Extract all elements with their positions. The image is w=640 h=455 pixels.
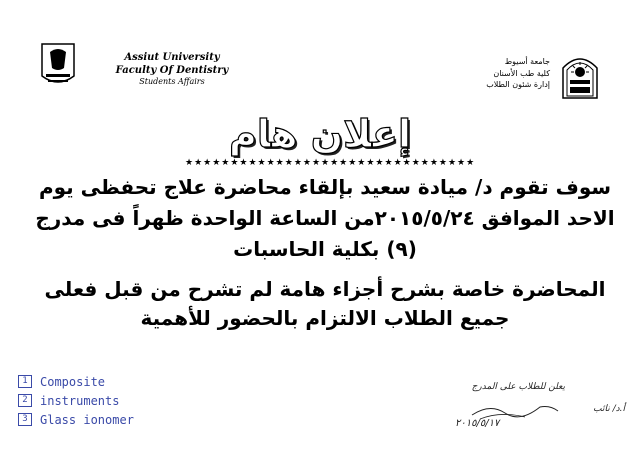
signatory-name: أ.د/ نائب <box>593 404 625 414</box>
university-name-ar: جامعة أسيوط <box>504 57 550 66</box>
university-logo-icon <box>560 50 600 100</box>
list-item <box>18 410 218 429</box>
faculty-logo-icon <box>38 42 78 90</box>
handwritten-topic-list <box>18 372 218 429</box>
faculty-name-en: Faculty Of Dentistry <box>115 64 229 76</box>
list-number: 1 <box>18 375 32 388</box>
list-item-text: instruments <box>40 393 120 408</box>
star-divider: ★★★★★★★★★★★★★★★★★★★★★★★★★★★★★★★★ <box>185 158 476 168</box>
announcement-paragraph <box>30 172 620 265</box>
list-number: 2 <box>18 394 32 407</box>
list-item <box>18 372 218 391</box>
list-item-text: Composite <box>40 374 106 389</box>
university-name-en: Assiut University <box>124 52 220 63</box>
announcement-title: إعلان هام <box>229 112 411 156</box>
list-number: 3 <box>18 413 32 426</box>
signature-date: ٢٠١٥/٥/١٧ <box>455 418 500 429</box>
list-item <box>18 391 218 410</box>
header-english <box>112 52 232 87</box>
body-line: جميع الطلاب الالتزام بالحضور للأهمية <box>140 306 510 330</box>
announcement-paragraph <box>30 275 620 333</box>
body-line: الاحد الموافق ٢٠١٥/٥/٢٤من الساعة الواحدة ظهراً فى مدرج <box>35 206 615 230</box>
list-item-text: Glass ionomer <box>40 412 134 427</box>
body-line: سوف تقوم د/ ميادة سعيد بإلقاء محاضرة علاج تحفظى يوم <box>38 175 612 199</box>
body-line: المحاضرة خاصة بشرح أجزاء هامة لم تشرح من قبل فعلى <box>44 277 606 301</box>
header-arabic <box>470 56 550 91</box>
announcement-body <box>30 172 620 333</box>
faculty-name-ar: كلية طب الأسنان <box>493 68 550 78</box>
body-line: (٩) بكلية الحاسبات <box>233 237 417 261</box>
handwritten-note: يعلن للطلاب على المدرج <box>471 382 565 392</box>
department-name-ar: إدارة شئون الطلاب <box>486 80 550 90</box>
department-name-en: Students Affairs <box>139 77 205 86</box>
